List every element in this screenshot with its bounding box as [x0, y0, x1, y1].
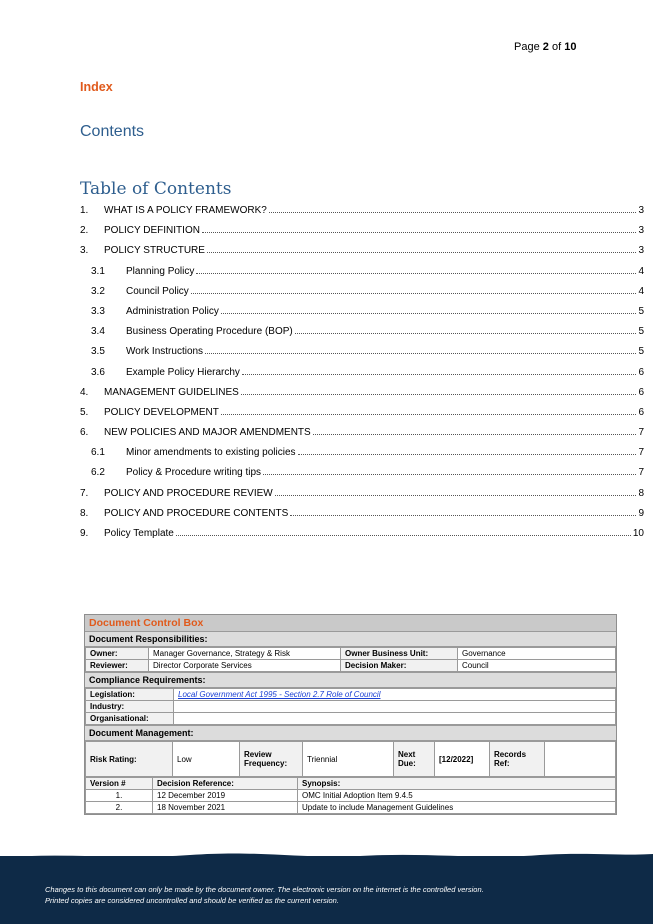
toc-entry-page: 3	[638, 225, 644, 237]
toc-entry-page: 6	[638, 406, 644, 418]
toc-leader-dots	[176, 534, 631, 536]
records-label: Records Ref:	[490, 742, 545, 777]
toc-leader-dots	[221, 312, 637, 314]
next-due-label: Next Due:	[394, 742, 435, 777]
toc-entry-page: 7	[638, 447, 644, 459]
toc-entry-number: 5.	[80, 406, 89, 418]
document-control-box	[84, 614, 617, 815]
toc-entry-page: 5	[638, 305, 644, 317]
decision-maker-label: Decision Maker:	[341, 660, 458, 672]
toc-leader-dots	[242, 373, 637, 375]
toc-leader-dots	[295, 332, 637, 334]
toc-entry-number: 1.	[80, 205, 89, 216]
toc-entry-title: POLICY DEFINITION	[104, 225, 200, 237]
toc-entry-page: 8	[638, 487, 644, 499]
page-current: 2	[542, 41, 549, 53]
toc-leader-dots	[221, 413, 637, 415]
toc-entry-title: Example Policy Hierarchy	[126, 366, 240, 378]
toc-entry-title: POLICY AND PROCEDURE CONTENTS	[104, 507, 289, 519]
toc-entry[interactable]	[80, 225, 644, 245]
toc-leader-dots	[313, 433, 637, 435]
table-row	[86, 802, 616, 814]
toc-leader-dots	[290, 514, 636, 516]
owner-label: Owner:	[86, 648, 149, 660]
reviewer-value: Director Corporate Services	[149, 660, 341, 672]
toc-entry[interactable]	[80, 367, 644, 387]
toc-entry-title: POLICY STRUCTURE	[104, 245, 205, 257]
toc-entry-number: 6.2	[91, 467, 105, 479]
toc-entry[interactable]	[80, 205, 644, 225]
legislation-label: Legislation:	[86, 689, 174, 701]
toc-entry-number: 3.6	[91, 366, 105, 378]
toc-entry-number: 6.	[80, 427, 89, 439]
toc-entry-page: 10	[632, 528, 644, 539]
toc-entry-title: Work Instructions	[126, 346, 204, 358]
owner-value: Manager Governance, Strategy & Risk	[149, 648, 341, 660]
owner-unit-value: Governance	[458, 648, 616, 660]
toc-entry-title: Council Policy	[126, 285, 189, 297]
toc-entry-title: POLICY DEVELOPMENT	[104, 406, 219, 418]
index-heading: Index	[80, 80, 113, 94]
toc-entry-number: 6.1	[91, 447, 105, 459]
next-due-value: [12/2022]	[435, 742, 490, 777]
footer-line-1: Changes to this document can only be made by the document owner. The electronic version on the internet is the controlled version.	[45, 885, 484, 894]
page-label: Page	[514, 41, 540, 53]
toc-entry[interactable]	[80, 245, 644, 265]
hist-version: 2.	[86, 802, 153, 814]
records-value	[545, 742, 616, 777]
toc-leader-dots	[269, 211, 637, 213]
industry-value	[174, 701, 616, 713]
toc-entry-number: 3.4	[91, 326, 105, 338]
dcb-management-heading: Document Management:	[85, 725, 616, 741]
dcb-responsibilities-heading: Document Responsibilities:	[85, 632, 616, 647]
toc-entry-number: 7.	[80, 487, 89, 499]
compliance-table	[85, 688, 616, 725]
footer-text	[45, 884, 484, 906]
toc-entry-number: 3.2	[91, 285, 105, 297]
toc-entry-title: Business Operating Procedure (BOP)	[126, 326, 293, 338]
toc-title: Table of Contents	[80, 179, 232, 199]
footer-line-2: Printed copies are considered uncontrolled and should be verified as the current version.	[45, 896, 339, 905]
hist-ref: 18 November 2021	[153, 802, 298, 814]
toc-entry-page: 3	[638, 245, 644, 257]
history-table	[85, 777, 616, 814]
toc-entry-page: 9	[638, 507, 644, 519]
page-total: 10	[564, 41, 577, 53]
hist-header-version: Version #	[86, 778, 153, 790]
toc-entry-title: Minor amendments to existing policies	[126, 447, 296, 459]
toc-entry-number: 3.1	[91, 265, 105, 277]
industry-label: Industry:	[86, 701, 174, 713]
toc-entry[interactable]	[80, 488, 644, 508]
page-number	[514, 41, 576, 53]
toc-entry-number: 3.3	[91, 305, 105, 317]
management-table	[85, 741, 616, 777]
hist-ref: 12 December 2019	[153, 790, 298, 802]
toc-leader-dots	[298, 453, 637, 455]
toc-entry-number: 8.	[80, 507, 89, 519]
toc-leader-dots	[205, 352, 636, 354]
toc-entry[interactable]	[80, 286, 644, 306]
dcb-title: Document Control Box	[85, 615, 616, 632]
organisational-label: Organisational:	[86, 713, 174, 725]
toc-entry-page: 6	[638, 366, 644, 378]
toc-entry[interactable]	[80, 407, 644, 427]
toc-entry-page: 7	[638, 427, 644, 439]
legislation-link[interactable]: Local Government Act 1995 - Section 2.7 Role of Council	[178, 690, 381, 699]
reviewer-label: Reviewer:	[86, 660, 149, 672]
organisational-value	[174, 713, 616, 725]
page-of: of	[551, 41, 562, 53]
toc-entry-page: 5	[638, 326, 644, 338]
risk-value: Low	[173, 742, 240, 777]
dcb-compliance-heading: Compliance Requirements:	[85, 672, 616, 688]
hist-version: 1.	[86, 790, 153, 802]
toc-entry-number: 2.	[80, 225, 89, 237]
owner-unit-label: Owner Business Unit:	[341, 648, 458, 660]
toc-entry-number: 3.5	[91, 346, 105, 358]
toc-leader-dots	[191, 292, 637, 294]
hist-header-ref: Decision Reference:	[153, 778, 298, 790]
review-value: Triennial	[303, 742, 394, 777]
toc-entry-number: 4.	[80, 386, 89, 398]
toc-entry[interactable]	[80, 326, 644, 346]
toc-leader-dots	[202, 231, 636, 233]
hist-synopsis: Update to include Management Guidelines	[298, 802, 616, 814]
hist-synopsis: OMC Initial Adoption Item 9.4.5	[298, 790, 616, 802]
toc-entry-page: 5	[638, 346, 644, 358]
toc-entry-title: MANAGEMENT GUIDELINES	[104, 386, 239, 398]
toc-entry[interactable]	[80, 447, 644, 467]
toc-entry-number: 9.	[80, 528, 89, 539]
toc-entry-title: WHAT IS A POLICY FRAMEWORK?	[104, 205, 267, 216]
risk-label: Risk Rating:	[86, 742, 173, 777]
responsibilities-table	[85, 647, 616, 672]
decision-maker-value: Council	[458, 660, 616, 672]
toc-leader-dots	[207, 251, 636, 253]
toc-entry[interactable]	[80, 306, 644, 326]
toc-entry[interactable]	[80, 528, 644, 548]
toc-entry-title: Policy & Procedure writing tips	[126, 467, 262, 479]
toc-entry-page: 7	[638, 467, 644, 479]
toc-entry[interactable]	[80, 427, 644, 447]
review-label: Review Frequency:	[240, 742, 303, 777]
toc-entry[interactable]	[80, 467, 644, 487]
toc-entry-page: 4	[638, 285, 644, 297]
toc-entry[interactable]	[80, 387, 644, 407]
toc-entry-title: Administration Policy	[126, 305, 219, 317]
table-of-contents	[80, 205, 644, 548]
toc-entry-page: 3	[638, 205, 644, 216]
toc-entry-title: POLICY AND PROCEDURE REVIEW	[104, 487, 273, 499]
table-row	[86, 790, 616, 802]
hist-header-synopsis: Synopsis:	[298, 778, 616, 790]
toc-entry[interactable]	[80, 346, 644, 366]
toc-entry-page: 4	[638, 265, 644, 277]
toc-entry[interactable]	[80, 266, 644, 286]
contents-heading: Contents	[80, 123, 145, 140]
toc-leader-dots	[241, 393, 637, 395]
toc-entry-title: Policy Template	[104, 528, 174, 539]
toc-leader-dots	[263, 473, 636, 475]
toc-entry[interactable]	[80, 508, 644, 528]
toc-entry-title: Planning Policy	[126, 265, 195, 277]
toc-entry-title: NEW POLICIES AND MAJOR AMENDMENTS	[104, 427, 311, 439]
toc-leader-dots	[196, 272, 636, 274]
toc-entry-page: 6	[638, 386, 644, 398]
toc-leader-dots	[275, 494, 637, 496]
toc-entry-number: 3.	[80, 245, 89, 257]
